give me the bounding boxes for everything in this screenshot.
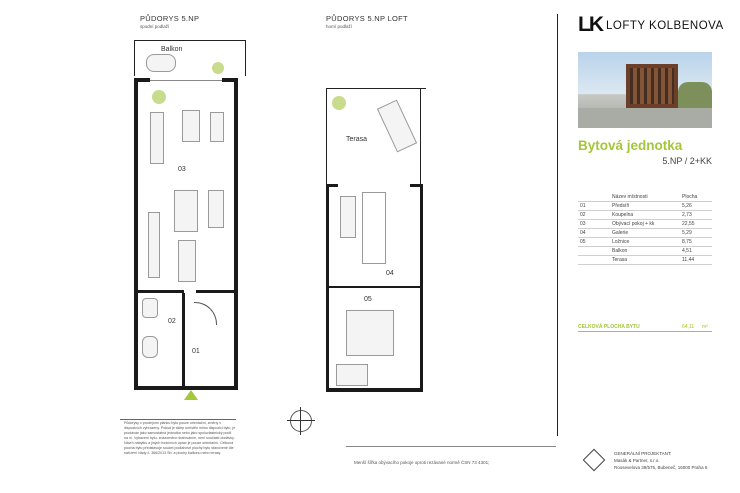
plan-lower-title: PŮDORYS 5.NP xyxy=(140,14,200,23)
plant-icon xyxy=(152,90,166,104)
plan-upper-subtitle: horní podlaží xyxy=(326,24,353,29)
room-label-03: 03 xyxy=(178,166,186,173)
sun-lounger xyxy=(377,100,417,153)
designer-label: GENERÁLNÍ PROJEKTANT: xyxy=(614,451,672,456)
total-unit: m² xyxy=(702,324,708,330)
building-photo xyxy=(578,52,712,128)
room-label-terasa: Terasa xyxy=(346,136,368,143)
total-row xyxy=(578,323,712,332)
plant-icon xyxy=(212,62,224,74)
coffee-table xyxy=(182,110,200,142)
unit-title: Bytová jednotka xyxy=(578,138,683,153)
designer-logo-icon xyxy=(583,449,606,472)
designer-name: Masák & Partner, s.r.o. xyxy=(614,458,660,463)
sofa xyxy=(150,112,164,164)
table-row: 05 Ložnice 8,75 xyxy=(578,238,712,247)
table-header xyxy=(578,193,712,202)
vertical-divider xyxy=(557,14,558,436)
door-swing xyxy=(194,302,217,325)
designer-address: Roosevelova 39/575, Bubeneč, 16000 Praha 6 xyxy=(614,465,708,470)
brand-logo-mark: LK xyxy=(578,13,602,36)
disclaimer-text: Půdorysy v prodejním plánku bytu pouze orientační, změny v dispozicích vyhrazeny. Pokud je sklep umístěn mimo dispozici bytu, je prodáván jako samostatná jednotka nebo jako spoluvlastnický podíl na ní. Vybavení bytu, znázorněno šrafováním, není součástí dodávky. Návrh nábytku a jiných funkčních úprav je pouze orientační. Celková plocha bytu představuje součet podlahové plochy bytu stanovené dle nařízení vlády č. 366/2013 Sb. a plochy balkonu nebo terasy. xyxy=(124,421,236,455)
brand-name: LOFTY KOLBENOVA xyxy=(606,20,724,32)
entrance-arrow-icon xyxy=(184,390,198,400)
room-label-05: 05 xyxy=(364,296,372,303)
plan-upper-title: PŮDORYS 5.NP LOFT xyxy=(326,14,408,23)
measure-note: Menší šířka obývacího pokoje oproti rezávané normě ČSN 73 4301; xyxy=(354,460,490,465)
stair xyxy=(340,196,356,238)
room-label-01: 01 xyxy=(192,348,200,355)
room-label-04: 04 xyxy=(386,270,394,277)
table-row: 04 Galerie 5,29 xyxy=(578,229,712,238)
washbasin xyxy=(142,298,158,318)
armchair xyxy=(210,112,224,142)
north-arrow-icon xyxy=(290,410,312,432)
total-label: CELKOVÁ PLOCHA BYTU xyxy=(578,324,640,330)
total-value: 64,11 xyxy=(682,324,695,330)
wardrobe xyxy=(336,364,368,386)
plan-lower-subtitle: spodní podlaží xyxy=(140,24,170,29)
stair xyxy=(178,240,196,282)
trees xyxy=(678,82,712,108)
table-row: 01 Předsíň 5,26 xyxy=(578,202,712,211)
room-label-02: 02 xyxy=(168,318,176,325)
floor-plan-upper xyxy=(326,88,426,393)
toilet xyxy=(142,336,158,358)
floor-plan-lower xyxy=(134,40,246,390)
table-row: 02 Koupelna 2,73 xyxy=(578,211,712,220)
bed xyxy=(346,310,394,356)
cabinet xyxy=(208,190,224,228)
room-label-balkon: Balkon xyxy=(161,46,183,53)
col-header-area: Plocha xyxy=(682,194,698,200)
col-header-name: Název místnosti xyxy=(612,194,648,200)
unit-subtitle: 5.NP / 2+KK xyxy=(662,156,712,166)
plant-icon xyxy=(332,96,346,110)
dining-table xyxy=(174,190,198,232)
table-row: Balkon 4,51 xyxy=(578,247,712,256)
kitchen-counter xyxy=(148,212,160,278)
table-row: Terasa 11,44 xyxy=(578,256,712,265)
balcony-table xyxy=(146,54,176,72)
void-opening xyxy=(362,192,386,264)
table-row: 03 Obývací pokoj + kk 22,55 xyxy=(578,220,712,229)
